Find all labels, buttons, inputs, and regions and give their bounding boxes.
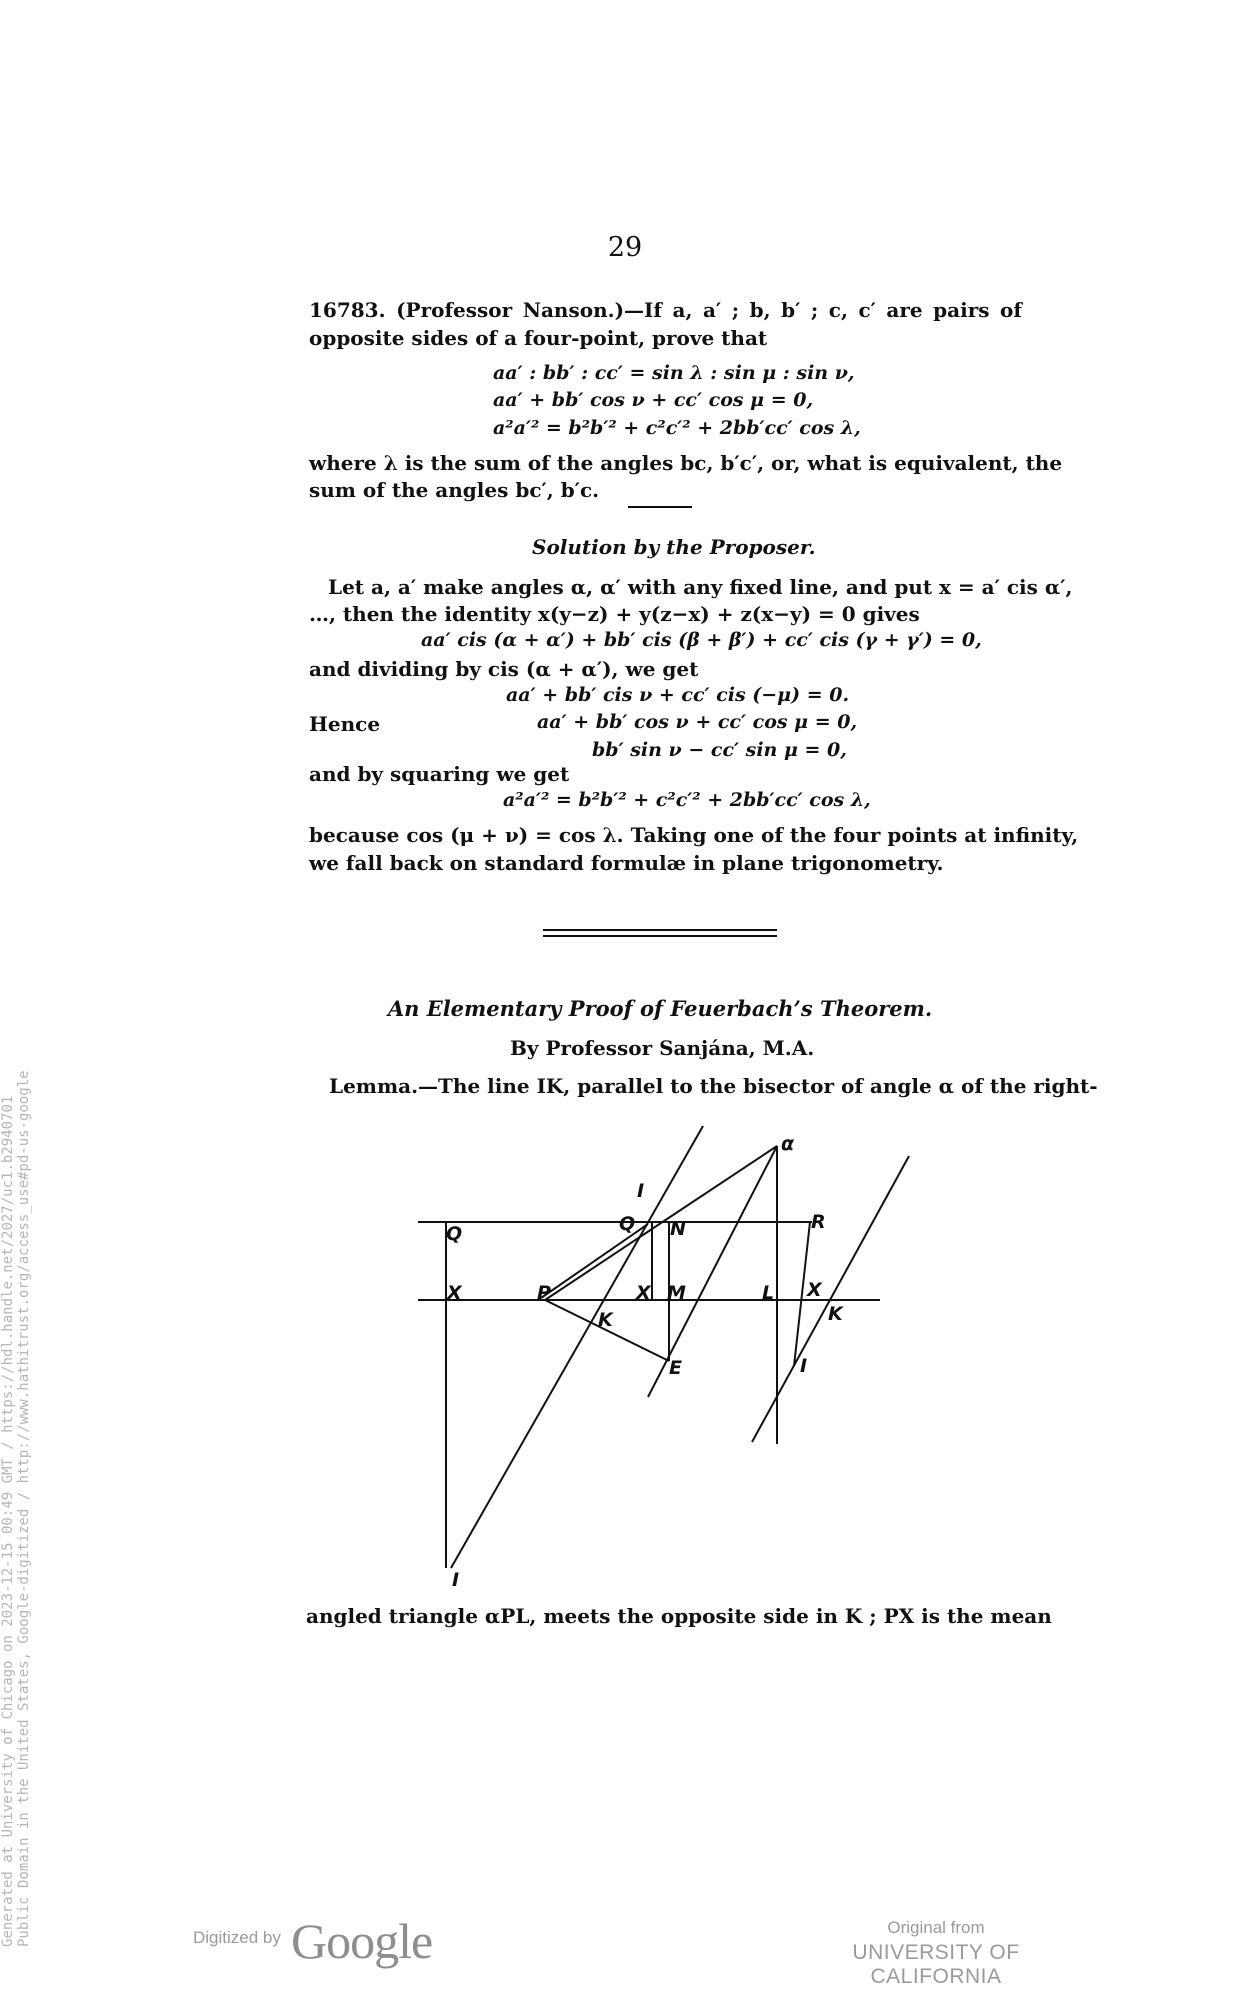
google-logo: Google — [291, 1913, 433, 1969]
problem-line-2: opposite sides of a four-point, prove that — [309, 326, 768, 350]
label-X-mid: X — [636, 1282, 651, 1304]
solution-line-3: aa′ cis (α + α′) + bb′ cis (β + β′) + cc′ cis (γ + γ′) = 0, — [421, 629, 982, 651]
problem-equation-2: aa′ + bb′ cos ν + cc′ cos μ = 0, — [493, 389, 814, 411]
solution-line-7: aa′ + bb′ cos ν + cc′ cos μ = 0, — [537, 711, 858, 733]
label-I-bottom: I — [452, 1569, 460, 1591]
original-from-text: Original from — [887, 1918, 985, 1937]
label-M: M — [667, 1282, 686, 1304]
solution-heading: Solution by the Proposer. — [532, 535, 816, 559]
label-L: L — [762, 1282, 775, 1304]
article-title: An Elementary Proof of Feuerbach’s Theorem. — [387, 996, 933, 1021]
solution-line-8: bb′ sin ν − cc′ sin μ = 0, — [592, 739, 847, 761]
label-X-right: X — [807, 1279, 822, 1301]
label-E: E — [669, 1357, 682, 1379]
institution-text: UNIVERSITY OF CALIFORNIA — [852, 1941, 1020, 1988]
label-K-right: K — [828, 1303, 843, 1325]
line-I-bottom-to-top — [451, 1126, 703, 1568]
label-I-right: I — [800, 1355, 808, 1377]
label-K-mid: K — [598, 1309, 613, 1331]
solution-line-10: a²a′² = b²b′² + c²c′² + 2bb′cc′ cos λ, — [503, 789, 871, 811]
problem-after-2: sum of the angles bc′, b′c. — [309, 478, 600, 502]
line-alpha-E — [648, 1146, 777, 1397]
solution-line-4: and dividing by cis (α + α′), we get — [309, 657, 699, 681]
watermark-line-1: Generated at University of Chicago on 2023-12-15 00:49 GMT / https://hdl.handle.net/2027/uc1.b2940701 — [0, 1095, 16, 1947]
solution-line-5: aa′ + bb′ cis ν + cc′ cis (−μ) = 0. — [506, 684, 850, 706]
problem-equation-3: a²a′² = b²b′² + c²c′² + 2bb′cc′ cos λ, — [493, 417, 861, 439]
watermark-line-2: Public Domain in the United States, Google-digitized / http://www.hathitrust.org/access_use#pd-us-google — [16, 1070, 32, 1947]
line-P-Q — [541, 1224, 648, 1298]
solution-line-12: we fall back on standard formulæ in plane trigonometry. — [309, 851, 944, 875]
continuation-line: angled triangle αPL, meets the opposite side in K ; PX is the mean — [306, 1604, 1052, 1628]
digitized-by-text: Digitized by — [193, 1928, 281, 1947]
label-N: N — [670, 1218, 686, 1240]
label-Q-left: Q — [446, 1223, 463, 1245]
label-Q-mid: Q — [619, 1213, 636, 1235]
label-alpha: α — [781, 1133, 795, 1155]
solution-line-11: because cos (μ + ν) = cos λ. Taking one of the four points at infinity, — [309, 823, 1079, 847]
page-number: 29 — [607, 232, 643, 263]
problem-after-1: where λ is the sum of the angles bc, b′c′, or, what is equivalent, the — [309, 451, 1063, 475]
lemma-line: Lemma.—The line IK, parallel to the bisector of angle α of the right- — [329, 1074, 1098, 1098]
problem-equation-1: aa′ : bb′ : cc′ = sin λ : sin μ : sin ν, — [493, 362, 855, 384]
label-P: P — [537, 1282, 551, 1304]
solution-line-6: Hence — [309, 712, 381, 736]
label-I-top: I — [637, 1180, 645, 1202]
original-from-block — [800, 1918, 1072, 1989]
problem-line-1: 16783. (Professor Nanson.)—If a, a′ ; b, b′ ; c, c′ are pairs of — [309, 298, 1022, 322]
label-X-left: X — [447, 1282, 462, 1304]
solution-line-9: and by squaring we get — [309, 762, 570, 786]
solution-line-1: Let a, a′ make angles α, α′ with any fixed line, and put x = a′ cis α′, — [328, 575, 1073, 599]
label-R: R — [811, 1211, 826, 1233]
article-byline: By Professor Sanjána, M.A. — [510, 1036, 815, 1060]
solution-line-2: …, then the identity x(y−z) + y(z−x) + z(x−y) = 0 gives — [309, 602, 920, 626]
